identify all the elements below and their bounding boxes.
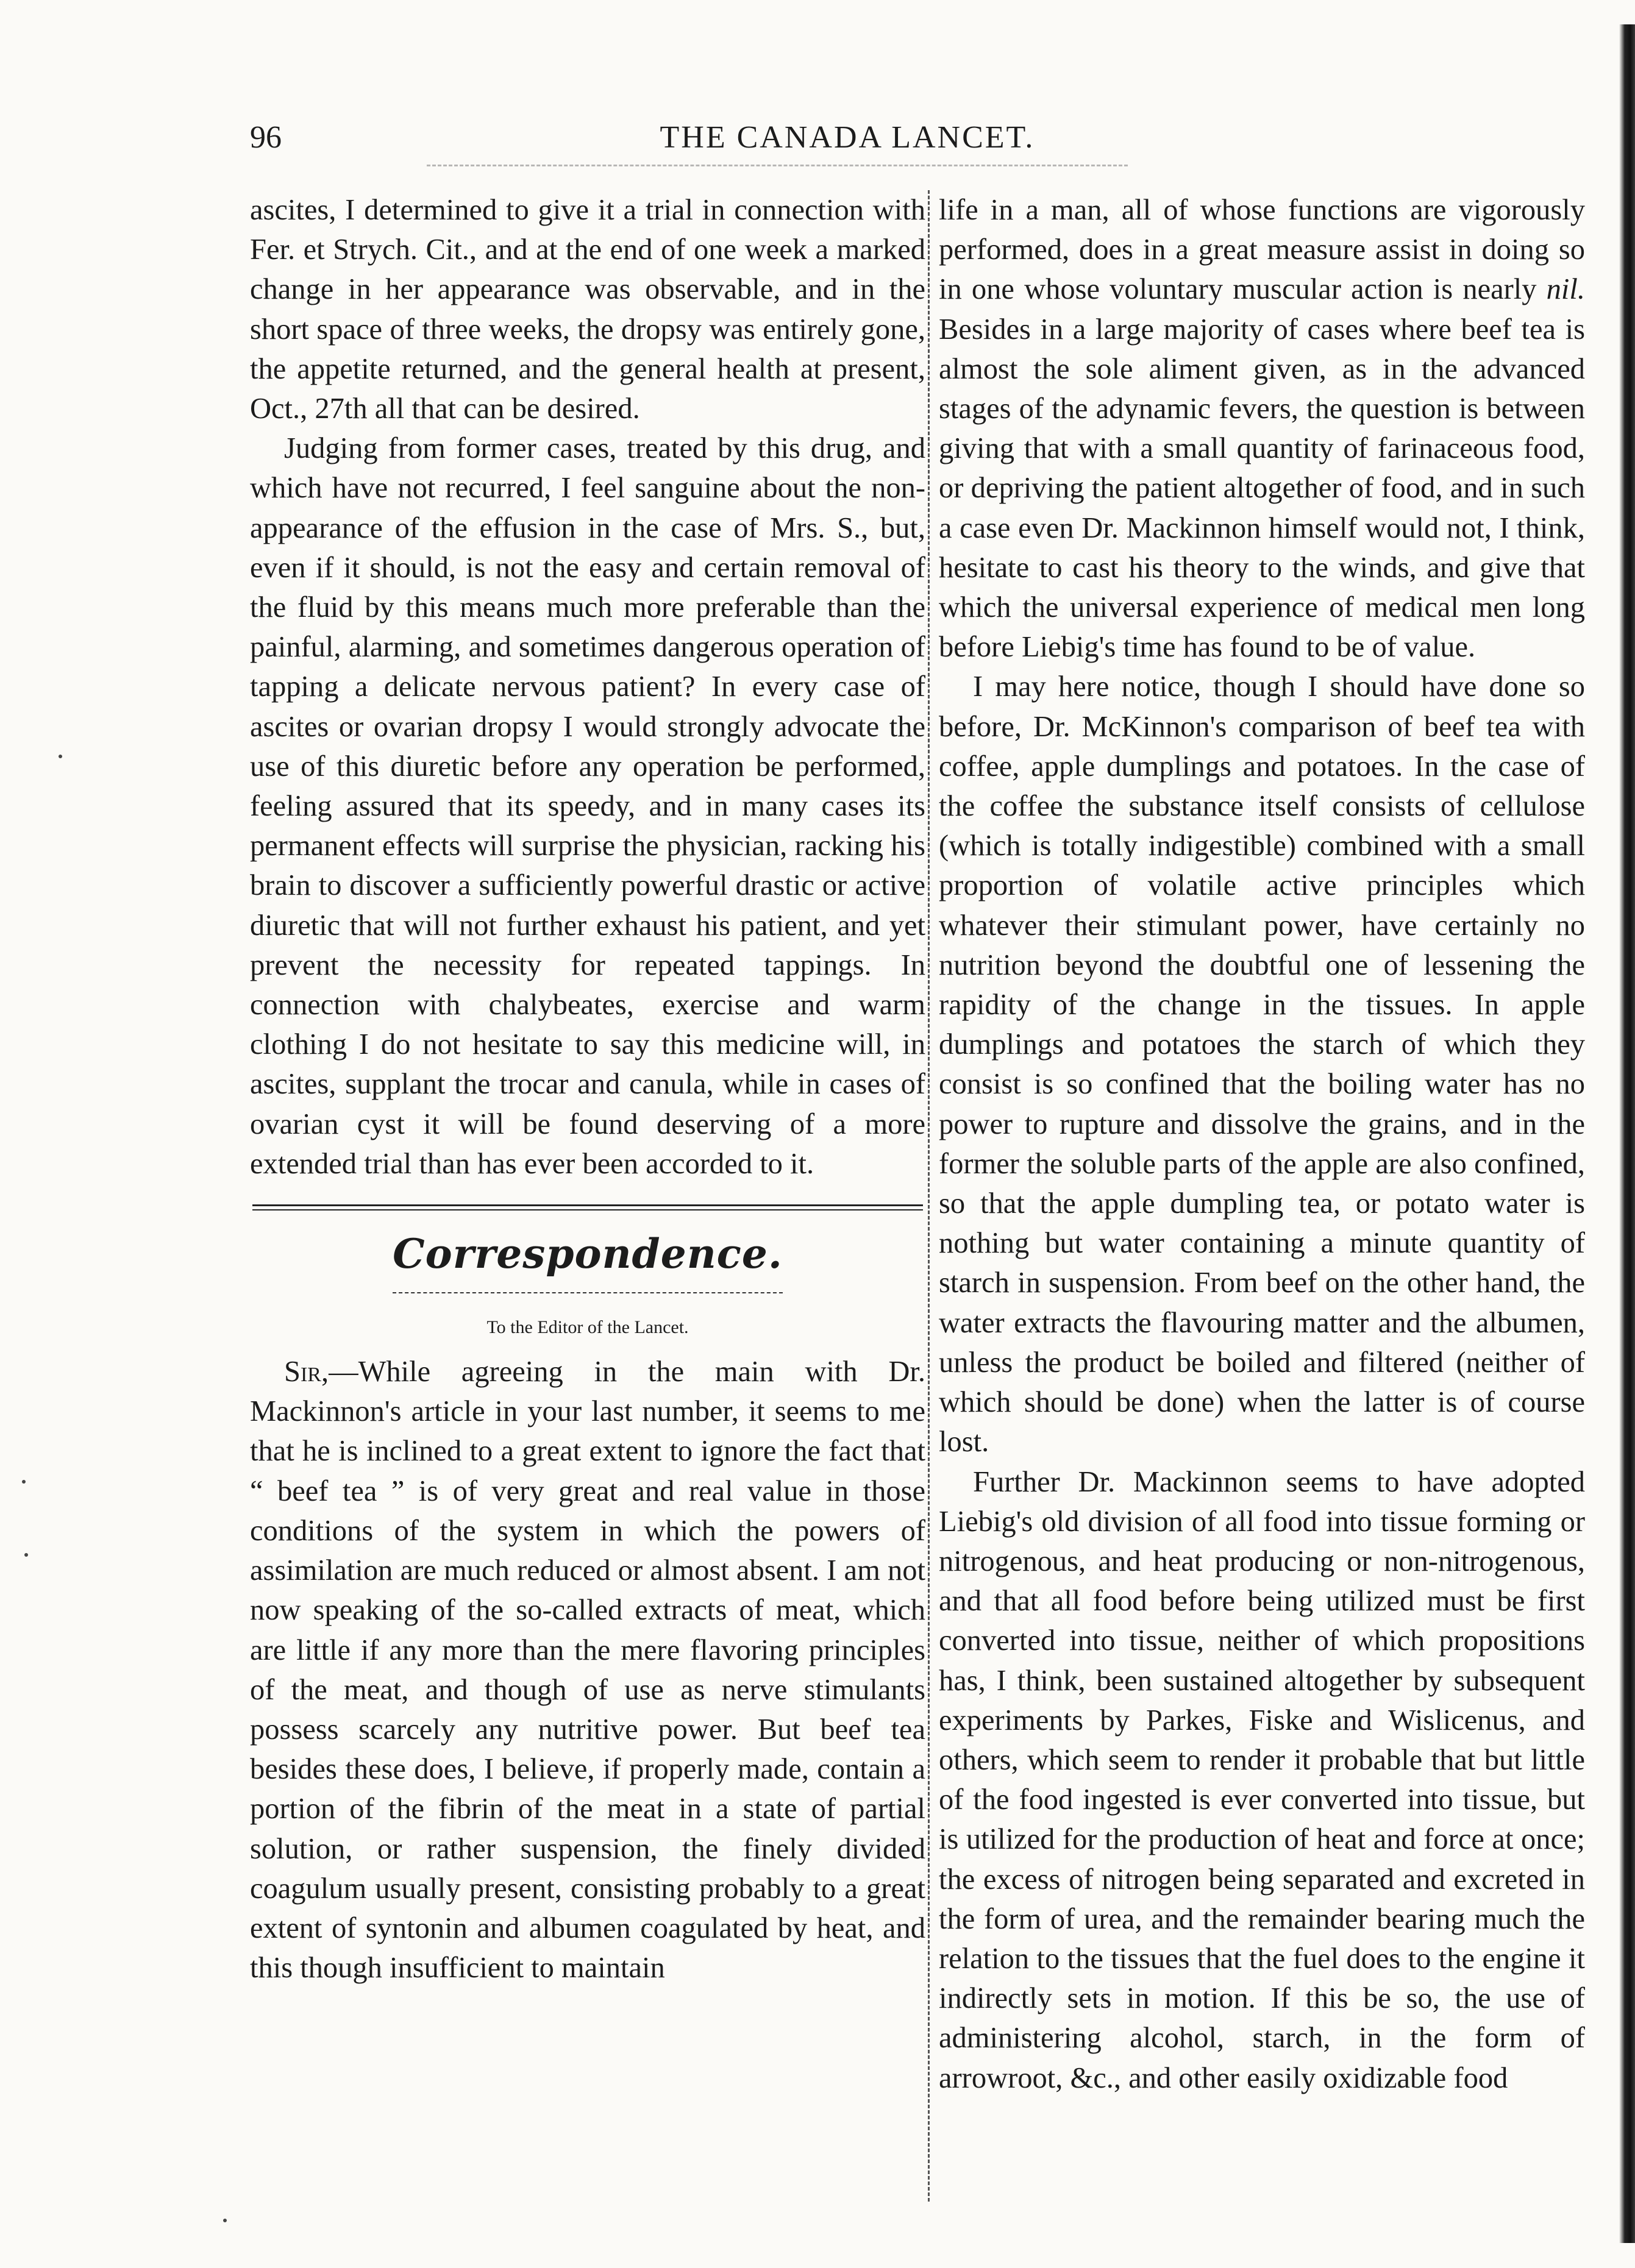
scan-speck: [223, 2219, 227, 2222]
section-double-rule: [252, 1204, 923, 1210]
letter-paragraph-1: [250, 1352, 925, 1988]
scan-speck: [24, 1553, 28, 1557]
salutation: Sir,: [284, 1356, 329, 1388]
page-number: 96: [250, 120, 282, 155]
letter-paragraph-1-text: —While agreeing in the main with Dr. Mackinnon's article in your last number, it seems to me that he is inclined to a great extent to ignore the fact that “ beef tea ” is of very great and real value in those conditions of the system in which the powers of assimilation are much reduced or almost absent. I am not now speaking of the so-called extracts of meat, which are little if any more than the mere flavoring principles of the meat, and though of use as nerve stimulants possess scarcely any nutritive power. But beef tea besides these does, I believe, if properly made, contain a portion of the fibrin of the meat in a state of partial solution, or rather suspension, the finely divided coagulum usually present, consisting probably to a great extent of syntonin and albumen coagulated by heat, and this though insufficient to maintain: [250, 1356, 925, 1985]
right-paragraph-3: Further Dr. Mackinnon seems to have adopted Liebig's old division of all food into tissue forming or nitrogenous, and heat producing or non-nitrogenous, and that all food before being utilized must be first converted into tissue, neither of which propositions has, I think, been sustained altogether by subsequent experiments by Parkes, Fiske and Wislicenus, and others, which seem to render it probable that but little of the food ingested is ever converted into tissue, but is utilized for the production of heat and force at once; the excess of nitrogen being separated and excreted in the form of urea, and the remainder bearing much the relation to the tissues that the fuel does to the engine it indirectly sets in motion. If this be so, the use of administering alcohol, starch, in the form of arrowroot, &c., and other easily oxidizable food: [939, 1465, 1585, 2094]
page-header: [250, 119, 1445, 162]
right-paragraph-1-part-b: Besides in a large majority of cases where beef tea is almost the sole aliment given, as in the advanced stages of the adynamic fevers, the question is between giving that with a small quantity of farinaceous food, or depriving the patient altogether of food, and in such a case even Dr. Mackinnon himself would not, I think, hesitate to cast his theory to the winds, and give that which the universal experience of medical men long before Liebig's time has found to be of value.: [939, 313, 1585, 664]
right-paragraph-1: [939, 190, 1585, 667]
left-column: [250, 190, 925, 2202]
column-divider: [928, 190, 930, 2202]
left-paragraph-1: ascites, I determined to give it a trial in connection with Fer. et Strych. Cit., and at the end of one week a marked change in her appearance was observable, and in the short space of three weeks, the dropsy was entirely gone, the appetite returned, and the general health at present, Oct., 27th all that can be desired.: [250, 194, 925, 425]
header-rule: [427, 165, 1128, 166]
section-short-rule: [393, 1292, 783, 1293]
left-paragraph-2: Judging from former cases, treated by this drug, and which have not recurred, I feel sanguine about the non-appearance of the effusion in the case of Mrs. S., but, even if it should, is not the easy and certain removal of the fluid by this means much more preferable than the painful, alarming, and sometimes dangerous operation of tapping a delicate nervous patient? In every case of ascites or ovarian dropsy I would strongly advocate the use of this diuretic before any operation be performed, feeling assured that its speedy, and in many cases its permanent effects will surprise the physician, racking his brain to discover a sufficiently powerful drastic or active diuretic that will not further exhaust his patient, and yet prevent the necessity for repeated tappings. In connection with chalybeates, exercise and warm clothing I do not hesitate to say this medicine will, in ascites, supplant the trocar and canula, while in cases of ovarian cyst it will be found deserving of a more extended trial than has ever been accorded to it.: [250, 432, 925, 1180]
scan-speck: [59, 755, 62, 758]
scan-binding-edge: [1619, 24, 1635, 2243]
right-paragraph-2: I may here notice, though I should have done so before, Dr. McKinnon's comparison of beef tea with coffee, apple dumplings and potatoes. In the case of the coffee the substance itself consists of cellulose (which is totally indigestible) combined with a small proportion of volatile active principles which whatever their stimulant power, have certainly no nutrition beyond the doubtful one of lessening the rapidity of the change in the tissues. In apple dumplings and potatoes the starch of which they consist is so confined that the boiling water has no power to rupture and dissolve the grains, and in the former the soluble parts of the apple are also confined, so that the apple dumpling tea, or potato water is nothing but water containing a minute quantity of starch in suspension. From beef on the other hand, the water extracts the flavouring matter and the albumen, unless the product be boiled and filtered (neither of which should be done) when the latter is of course lost.: [939, 670, 1585, 1459]
correspondence-section: [250, 1204, 925, 1346]
right-column: [939, 190, 1585, 2202]
section-title: Correspondence.: [393, 1230, 783, 1278]
scan-speck: [22, 1480, 26, 1484]
running-title: THE CANADA LANCET.: [660, 120, 1035, 155]
right-paragraph-1-part-a: life in a man, all of whose functions are vigorously performed, does in a great measure assist in doing so in one whose voluntary muscular action is nearly: [939, 194, 1585, 306]
right-paragraph-1-italic: nil.: [1546, 273, 1585, 306]
addressee-line: To the Editor of the Lancet.: [486, 1317, 689, 1338]
